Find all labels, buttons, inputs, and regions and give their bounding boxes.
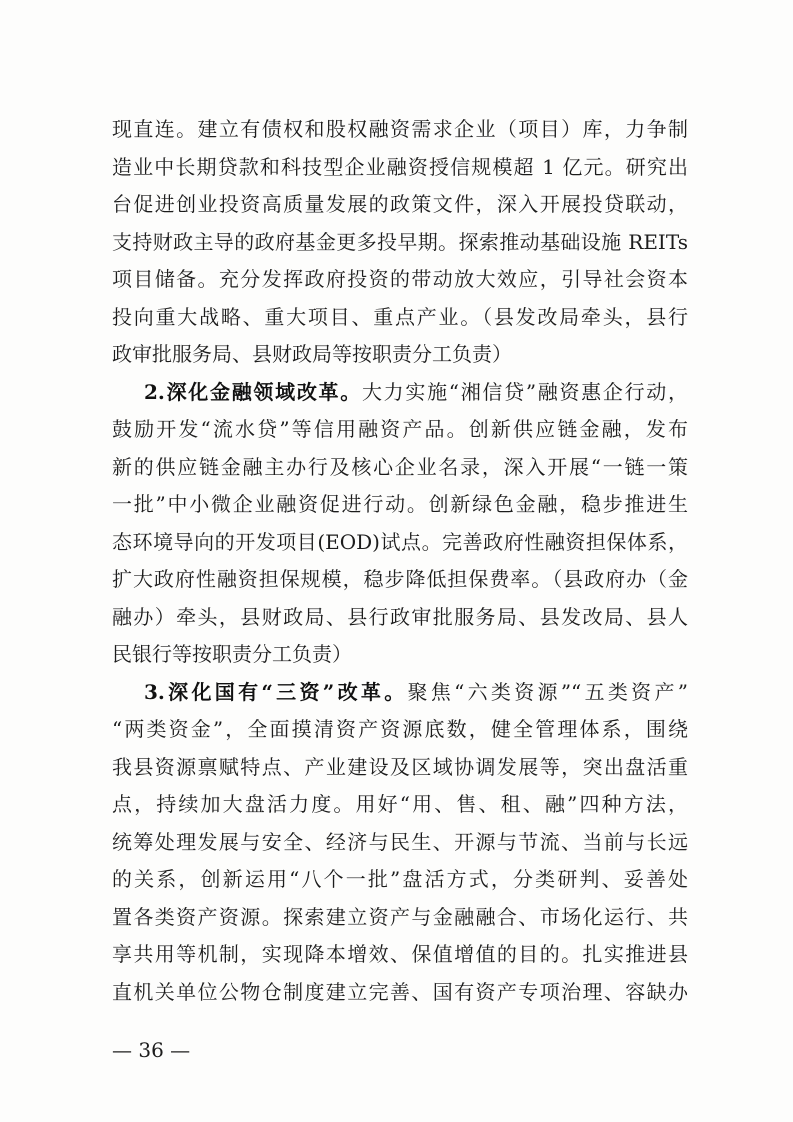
- text-line: 台促进创业投资高质量发展的政策文件，深入开展投贷联动，: [112, 192, 688, 216]
- text-span: 聚焦“六类资源”“五类资产”: [407, 679, 688, 704]
- text-line: 政审批服务局、县财政局等按职责分工负责）: [112, 342, 512, 366]
- text-line: 我县资源禀赋特点、产业建设及区域协调发展等，突出盘活重: [112, 754, 688, 779]
- text-line: 扩大政府性融资担保规模，稳步降低担保费率。（县政府办（金: [112, 567, 688, 591]
- text-line: 直机关单位公物仓制度建立完善、国有资产专项治理、容缺办: [112, 979, 688, 1004]
- text-line: 造业中长期贷款和科技型企业融资授信规模超 1 亿元。研究出: [112, 154, 688, 179]
- text-line: 投向重大战略、重大项目、重点产业。（县发改局牵头，县行: [112, 304, 688, 329]
- text-line: 置各类资产资源。探索建立资产与金融融合、市场化运行、共: [112, 904, 688, 929]
- text-line: 态环境导向的开发项目(EOD)试点。完善政府性融资担保体系，: [112, 529, 688, 554]
- text-line: 民银行等按职责分工负责）: [112, 642, 352, 666]
- paragraph-finance-reform: [112, 374, 688, 674]
- text-line: 统筹处理发展与安全、经济与民生、开源与节流、当前与长远: [112, 829, 688, 854]
- text-line: 项目储备。充分发挥政府投资的带动放大效应，引导社会资本: [112, 267, 688, 291]
- section-heading: 3.深化国有“三资”改革。: [144, 679, 408, 704]
- text-line: 现直连。建立有债权和股权融资需求企业（项目）库，力争制: [112, 117, 688, 141]
- text-line: 点，持续加大盘活力度。用好“用、售、租、融”四种方法，: [112, 792, 688, 816]
- text-line: [112, 674, 688, 712]
- paragraph-state-assets-reform: [112, 674, 688, 1012]
- text-line: 融办）牵头，县财政局、县行政审批服务局、县发改局、县人: [112, 604, 688, 629]
- paragraph-continuation: [112, 111, 688, 374]
- text-line: 支持财政主导的政府基金更多投早期。探索推动基础设施 REITs: [112, 229, 688, 254]
- text-line: 的关系，创新运用“八个一批”盘活方式，分类研判、妥善处: [112, 867, 688, 891]
- section-heading: 2.深化金融领域改革。: [144, 379, 362, 404]
- text-line: “两类资金”，全面摸清资产资源底数，健全管理体系，围绕: [112, 717, 688, 741]
- text-span: 大力实施“湘信贷”融资惠企行动，: [361, 379, 688, 404]
- text-line: [112, 374, 688, 412]
- page-number: — 36 —: [112, 1038, 191, 1062]
- text-line: 一批”中小微企业融资促进行动。创新绿色金融，稳步推进生: [112, 492, 688, 516]
- document-body: [112, 111, 688, 1011]
- text-line: 鼓励开发“流水贷”等信用融资产品。创新供应链金融，发布: [112, 417, 688, 441]
- text-line: 享共用等机制，实现降本增效、保值增值的目的。扎实推进县: [112, 942, 688, 966]
- text-line: 新的供应链金融主办行及核心企业名录，深入开展“一链一策: [112, 454, 688, 479]
